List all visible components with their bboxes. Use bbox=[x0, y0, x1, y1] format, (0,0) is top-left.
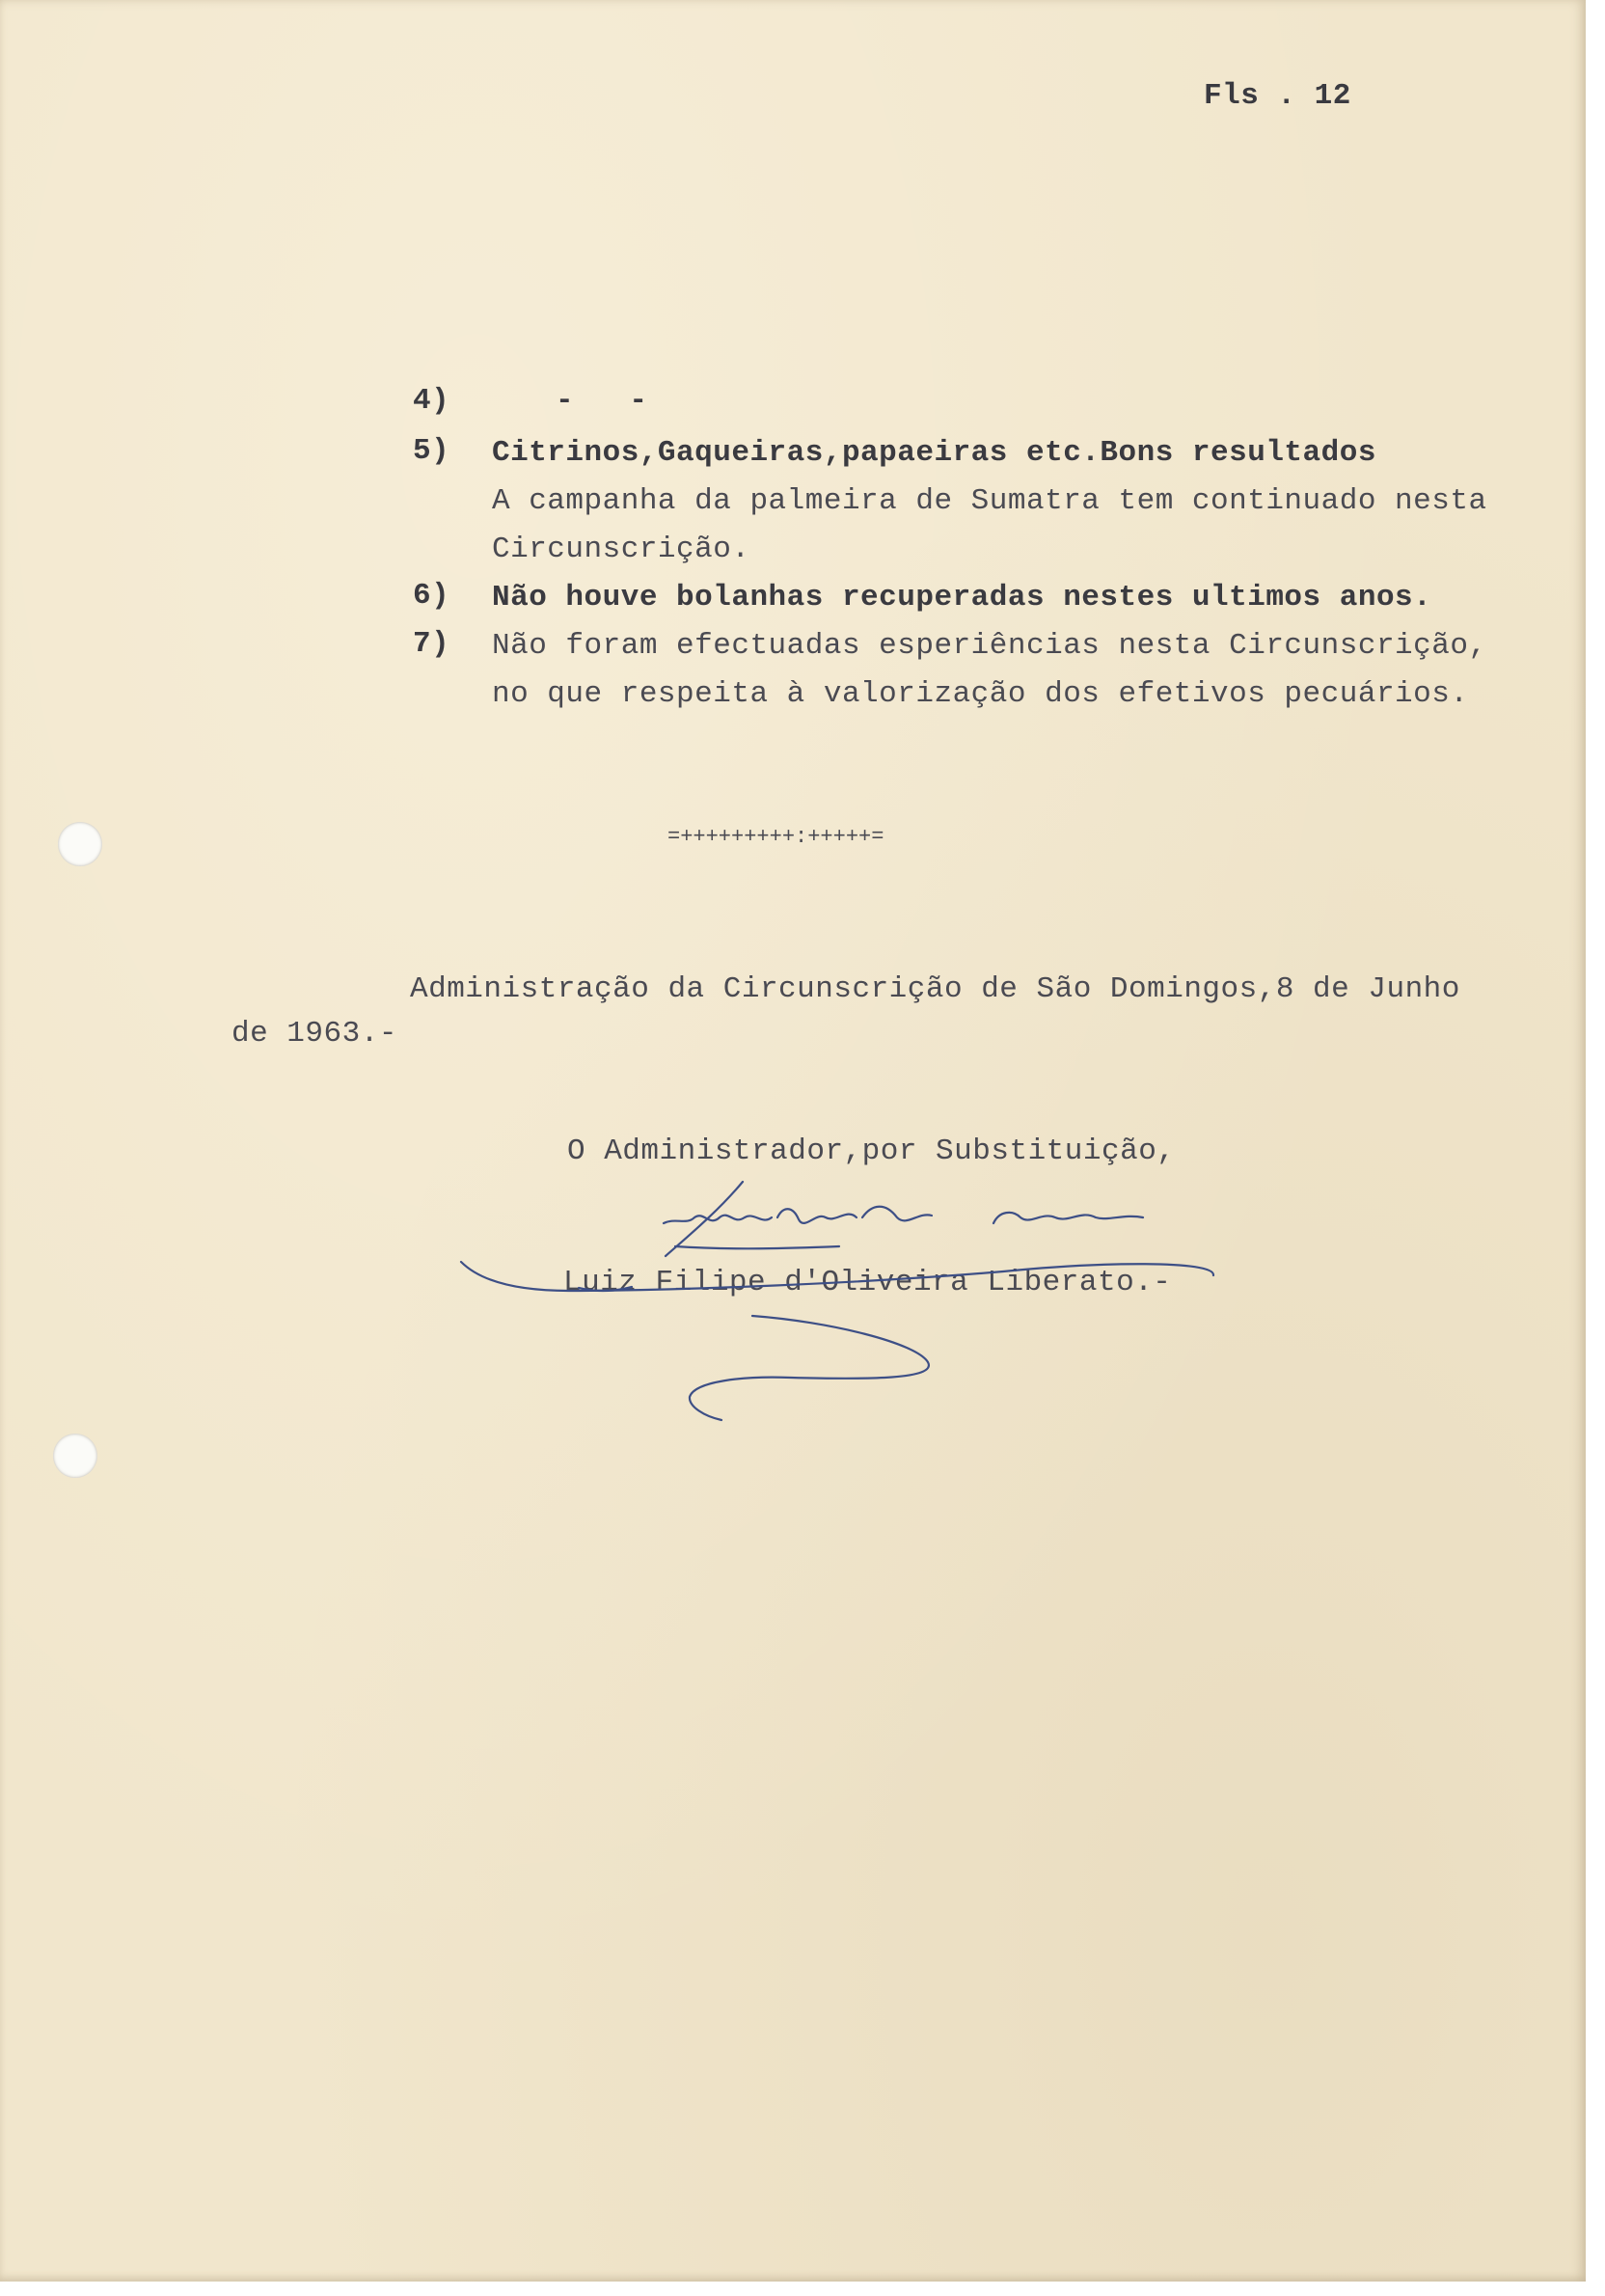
closing-line-1: Administração da Circunscrição de São Domingos,8 de Junho bbox=[410, 972, 1460, 1006]
item-4-dashes: - - bbox=[556, 384, 648, 418]
separator-line: =+++++++++:+++++= bbox=[667, 825, 884, 849]
signatory-name: Luiz Filipe d'Oliveira Liberato.- bbox=[563, 1266, 1172, 1299]
folio-number: Fls . 12 bbox=[1204, 79, 1351, 113]
item-7-line-2: no que respeita à valorização dos efetivos pecuários. bbox=[492, 677, 1469, 711]
item-number-5: 5) bbox=[413, 434, 450, 468]
closing-line-2: de 1963.- bbox=[231, 1017, 397, 1051]
item-7-line-1: Não foram efectuadas esperiências nesta Circunscrição, bbox=[492, 629, 1487, 663]
signatory-title: O Administrador,por Substituição, bbox=[567, 1134, 1176, 1168]
item-6-line-1: Não houve bolanhas recuperadas nestes ultimos anos. bbox=[492, 581, 1432, 615]
item-number-4: 4) bbox=[413, 384, 450, 418]
item-5-line-1: Citrinos,Gaqueiras,papaeiras etc.Bons resultados bbox=[492, 436, 1376, 470]
punch-hole-bottom bbox=[53, 1434, 97, 1478]
item-5-line-3: Circunscrição. bbox=[492, 533, 750, 566]
item-number-6: 6) bbox=[413, 579, 450, 613]
item-5-line-2: A campanha da palmeira de Sumatra tem continuado nesta bbox=[492, 484, 1487, 518]
punch-hole-top bbox=[58, 822, 102, 866]
item-number-7: 7) bbox=[413, 627, 450, 661]
